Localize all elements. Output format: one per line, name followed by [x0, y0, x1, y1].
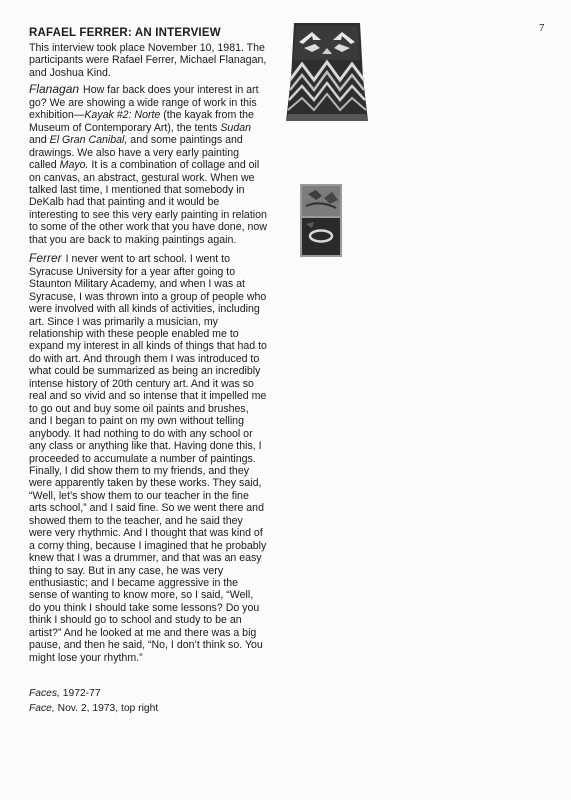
work-title-el-gran-canibal: El Gran Canibal,	[49, 134, 128, 147]
caption-faces-dates: 1972-77	[59, 688, 101, 699]
caption-faces	[29, 687, 269, 702]
work-title-kayak: Kayak #2: Norte	[84, 109, 161, 122]
page-title: RAFAEL FERRER: AN INTERVIEW	[29, 27, 221, 39]
flanagan-text-2: (the kayak from the Museum of Contemporary Art), the tents	[29, 109, 254, 134]
ferrer-paragraph	[29, 252, 267, 664]
face-mask-artwork	[284, 20, 370, 125]
flanagan-paragraph	[29, 83, 267, 246]
figure-captions	[29, 687, 269, 716]
work-title-mayo: Mayo.	[59, 159, 89, 172]
speaker-ferrer: Ferrer	[29, 251, 62, 266]
ferrer-text: I never went to art school. I went to Syracuse University for a year after going to Staunton Military Academy, and when I was at Syracuse, I was thrown into a group of people who were involved with all kinds of activities, including art. Since I was primarily a musician, my relationship with these people enabled me to expand my interest in all kinds of things that had to do with art. And through them I was introduced to what could be summarized as being an incredibly intense history of 20th century art. And it was so real and so vivid and so intense that it impelled me to go out and buy some oil paints and brushes, and I began to paint on my own without telling anybody. It had nothing to do with any school or any class or anything like that. Having done this, I proceeded to accumulate a number of paintings. Finally, I did show them to my friends, and they were apparently taken by these works. They said, “Well, let’s show them to our teacher in the fine arts school,” and I said fine. So we went there and showed them to the teacher, and he said they were very rhythmic. And I thought that was kind of a corny thing, because I imagined that he probably knew that I was a drummer, and that was an easy thing to say. But in any case, he was very enthusiastic; and I became aggressive in the sense of wanting to know more, so I said, “Well, do you think I should take some lessons? Do you think I should go to school and study to be an artist?” And he looked at me and there was a big pause, and then he said, “No, I don’t think so. You might lose your rhythm.”	[29, 253, 267, 664]
caption-face	[29, 702, 269, 717]
speaker-flanagan: Flanagan	[29, 82, 80, 97]
small-face-artwork	[300, 184, 342, 257]
intro-paragraph: This interview took place November 10, 1981. The participants were Rafael Ferrer, Michael Flanagan, and Joshua Kind.	[29, 42, 267, 79]
caption-face-title: Face,	[29, 702, 55, 714]
page-number: 7	[539, 22, 545, 34]
flanagan-text-5: It is a combination of collage and oil on canvas, an abstract, gestural work. When we talked last time, I mentioned that somebody in DeKalb had that painting and it would be interesting to see this very early painting in relation to some of the other work that you have done, now that you are back to making paintings again.	[29, 159, 267, 246]
caption-faces-title: Faces,	[29, 688, 60, 699]
flanagan-text-1: How far back does your interest in art go? We are showing a wide range of work in this exhibition—	[29, 84, 259, 122]
work-title-sudan: Sudan	[220, 121, 251, 134]
caption-face-detail: Nov. 2, 1973, top right	[54, 702, 159, 714]
flanagan-text-3: and	[29, 134, 50, 147]
interview-column	[29, 26, 267, 670]
flanagan-text-4: and some paintings and drawings. We also have a very early painting called	[29, 134, 243, 172]
